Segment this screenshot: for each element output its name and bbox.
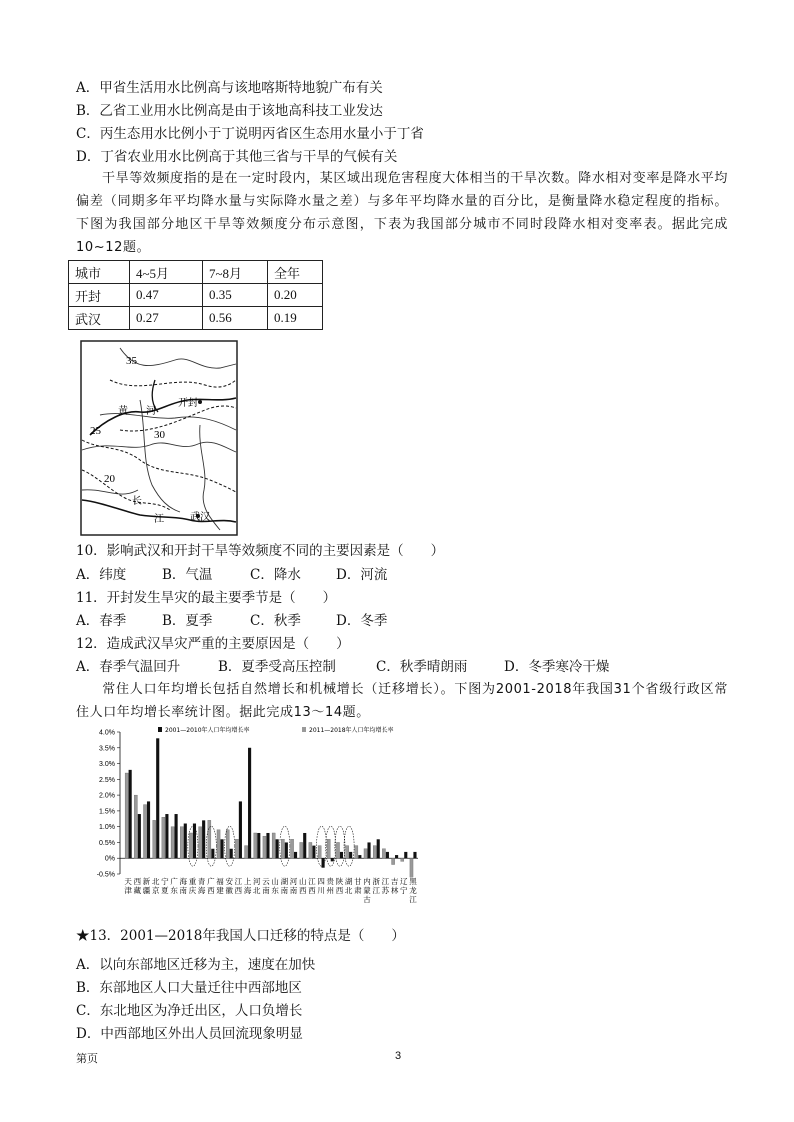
- intro-13-14-text: 常住人口年均增长包括自然增长和机械增长（迁移增长）。下图为2001-2018年我国31个省级行政区常住人口年均增长率统计图。据此完成13～14题。: [76, 682, 728, 720]
- q11-stem: 11．开封发生旱灾的最主要季节是（ ）: [76, 590, 337, 606]
- bar-2011-2018: [199, 827, 202, 859]
- bar-2001-2010: [377, 839, 380, 858]
- q11-option-c: C．秋季: [250, 613, 301, 629]
- q13-option-d: D．中西部地区外出人员回流现象明显: [76, 1026, 303, 1042]
- footer-page-number: 3: [395, 1050, 402, 1062]
- bar-2001-2010: [340, 852, 343, 858]
- bar-2001-2010: [257, 833, 260, 858]
- table-cell: 开封: [69, 284, 130, 307]
- bar-2011-2018: [401, 858, 404, 861]
- y-tick-label: 1.0%: [99, 824, 115, 832]
- x-tick-label: 湖北: [344, 877, 353, 895]
- map-label-kaifeng: 开封: [178, 398, 198, 409]
- bar-2001-2010: [129, 770, 132, 858]
- bar-2011-2018: [410, 858, 413, 877]
- x-tick-label: 山东: [271, 877, 279, 895]
- bar-2001-2010: [367, 842, 370, 858]
- bar-2011-2018: [208, 820, 211, 858]
- table-header: 4~5月: [130, 261, 203, 284]
- q9-option-c: C．丙生态用水比例小于丁说明丙省区生态用水量小于丁省: [76, 126, 424, 142]
- q13-option-c: C．东北地区为净迁出区，人口负增长: [76, 1003, 303, 1019]
- intro-13-14: [76, 678, 728, 724]
- bar-2011-2018: [281, 839, 284, 858]
- y-tick-label: 0%: [104, 855, 115, 863]
- q13-option-a: A．以向东部地区迁移为主，速度在加快: [76, 957, 316, 973]
- bar-2011-2018: [318, 846, 321, 859]
- population-growth-chart: [76, 724, 426, 914]
- table-cell: 0.27: [130, 307, 203, 330]
- x-tick-label: 上海: [243, 877, 252, 895]
- x-tick-label: 福建: [216, 877, 224, 895]
- x-tick-label: 广西: [207, 877, 215, 895]
- x-tick-label: 广东: [170, 877, 178, 895]
- bar-2011-2018: [125, 773, 128, 858]
- bar-2001-2010: [294, 852, 297, 858]
- table-cell: 0.20: [268, 284, 323, 307]
- x-tick-label: 青海: [197, 877, 206, 895]
- legend-label-2001-2010: 2001—2010年人口年均增长率: [165, 727, 250, 734]
- table-header: 全年: [268, 261, 323, 284]
- y-tick-label: 2.5%: [99, 776, 115, 784]
- bar-2011-2018: [382, 849, 385, 858]
- x-tick-label: 陕西: [335, 877, 344, 895]
- x-tick-label: 西藏: [133, 877, 142, 895]
- bar-2011-2018: [290, 839, 293, 858]
- x-tick-label: 四川: [317, 877, 325, 895]
- bar-2011-2018: [226, 830, 229, 858]
- bar-2011-2018: [373, 846, 376, 859]
- x-tick-label: 云南: [262, 877, 270, 895]
- q12-option-d: D．冬季寒冷干燥: [504, 659, 610, 675]
- bar-2011-2018: [180, 827, 183, 859]
- x-tick-label: 内蒙古: [363, 877, 371, 904]
- q12-options: [76, 658, 609, 676]
- bar-2011-2018: [392, 858, 395, 864]
- bar-2011-2018: [153, 820, 156, 858]
- q13-option-b: B．东部地区人口大量迁往中西部地区: [76, 980, 302, 996]
- map-label-chang: 长: [132, 496, 142, 507]
- x-tick-label: 浙江: [372, 877, 380, 895]
- x-tick-label: 山西: [298, 877, 307, 895]
- bar-2001-2010: [202, 820, 205, 858]
- table-row: [69, 284, 323, 307]
- bar-2011-2018: [245, 846, 248, 859]
- table-cell: 武汉: [69, 307, 130, 330]
- table-header: 7~8月: [203, 261, 268, 284]
- bar-2011-2018: [217, 830, 220, 858]
- isoline-label-25: 25: [90, 425, 101, 437]
- bar-2001-2010: [331, 858, 334, 861]
- bar-2001-2010: [413, 852, 416, 858]
- bar-2011-2018: [336, 842, 339, 858]
- x-tick-label: 江西: [308, 877, 316, 895]
- y-tick-label: 4.0%: [99, 729, 115, 737]
- x-tick-label: 海南: [179, 877, 188, 895]
- bar-2011-2018: [346, 846, 349, 859]
- bar-2001-2010: [211, 849, 214, 858]
- bar-2001-2010: [230, 849, 233, 858]
- q10-options: [76, 566, 387, 584]
- x-tick-label: 贵州: [326, 877, 335, 895]
- drought-frequency-map: [80, 340, 238, 536]
- bar-2001-2010: [303, 833, 306, 858]
- bar-2011-2018: [355, 846, 358, 859]
- table-cell: 0.19: [268, 307, 323, 330]
- table-row: [69, 307, 323, 330]
- map-label-jiang: 江: [154, 514, 164, 525]
- isoline-label-30: 30: [154, 429, 165, 441]
- q10-option-c: C．降水: [250, 567, 301, 583]
- q11-option-a: A．春季: [76, 613, 127, 629]
- x-tick-label: 黑龙江: [409, 877, 417, 904]
- x-tick-label: 重庆: [188, 877, 197, 895]
- table-cell: 0.47: [130, 284, 203, 307]
- precipitation-variability-table: [68, 260, 323, 330]
- q10-option-d: D．河流: [336, 567, 388, 583]
- q12-option-c: C．秋季晴朗雨: [376, 659, 468, 675]
- q11-option-b: B．夏季: [162, 613, 213, 629]
- x-tick-label: 湖南: [280, 877, 289, 895]
- x-tick-label: 甘肃: [354, 877, 362, 895]
- x-tick-label: 天津: [124, 877, 132, 895]
- bar-2011-2018: [134, 795, 137, 858]
- isoline-label-20: 20: [104, 473, 115, 485]
- bar-2001-2010: [184, 824, 187, 859]
- q12-stem: 12．造成武汉旱灾严重的主要原因是（ ）: [76, 636, 350, 652]
- bar-2011-2018: [254, 833, 257, 858]
- map-label-wuhan: 武汉: [190, 512, 210, 523]
- x-tick-label: 辽宁: [400, 877, 408, 895]
- x-tick-label: 安徽: [225, 877, 233, 895]
- x-tick-label: 江西: [234, 877, 243, 895]
- intro-10-12-text: 干旱等效频度指的是在一定时段内，某区域出现危害程度大体相当的干旱次数。降水相对变率是降水平均偏差（同期多年平均降水量与实际降水量之差）与多年平均降水量的百分比，是衡量降水稳定程度的指标。下图为我国部分地区干旱等效频度分布示意图，下表为我国部分城市不同时段降水相对变率表。据此完成10~12题。: [76, 171, 728, 255]
- map-label-huang: 黄: [118, 406, 128, 417]
- q11-options: [76, 612, 387, 630]
- y-tick-label: 3.5%: [99, 745, 115, 753]
- bar-2011-2018: [171, 827, 174, 859]
- table-cell: 0.56: [203, 307, 268, 330]
- bar-2001-2010: [239, 801, 242, 858]
- legend-label-2011-2018: 2011—2018年人口年均增长率: [309, 727, 394, 734]
- bar-2011-2018: [235, 839, 238, 858]
- x-tick-label: 河南: [289, 877, 298, 895]
- q11-option-d: D．冬季: [336, 613, 388, 629]
- bar-2001-2010: [395, 855, 398, 858]
- bar-2001-2010: [266, 833, 269, 858]
- y-tick-label: 2.0%: [99, 792, 115, 800]
- bar-2011-2018: [309, 842, 312, 858]
- legend-swatch-2001-2010: [158, 727, 162, 732]
- bar-2001-2010: [147, 801, 150, 858]
- table-cell: 0.35: [203, 284, 268, 307]
- bar-2011-2018: [162, 817, 165, 858]
- bar-2001-2010: [312, 846, 315, 859]
- bar-2001-2010: [220, 839, 223, 858]
- bar-2011-2018: [263, 836, 266, 858]
- bar-2011-2018: [300, 842, 303, 858]
- bar-2011-2018: [143, 805, 146, 859]
- q9-option-d: D．丁省农业用水比例高于其他三省与干旱的气候有关: [76, 149, 398, 165]
- q10-stem: 10．影响武汉和开封干旱等效频度不同的主要因素是（ ）: [76, 543, 445, 559]
- bar-2011-2018: [327, 839, 330, 858]
- bar-2011-2018: [272, 833, 275, 858]
- bar-2001-2010: [358, 855, 361, 858]
- x-tick-label: 北京: [151, 877, 160, 895]
- bar-2001-2010: [285, 842, 288, 858]
- q9-option-a: A．甲省生活用水比例高与该地喀斯特地貌广布有关: [76, 80, 383, 96]
- bar-2001-2010: [138, 814, 141, 858]
- x-tick-label: 河北: [253, 877, 261, 895]
- kaifeng-marker: [198, 400, 202, 404]
- q12-option-a: A．春季气温回升: [76, 659, 181, 675]
- bar-2011-2018: [189, 833, 192, 858]
- y-tick-label: 3.0%: [99, 761, 115, 769]
- q9-option-b: B．乙省工业用水比例高是由于该地高科技工业发达: [76, 103, 383, 119]
- q10-option-a: A．纬度: [76, 567, 127, 583]
- x-tick-label: 江苏: [381, 877, 390, 895]
- footer-page-label: 第页: [76, 1052, 98, 1065]
- q13-stem: ★13．2001—2018年我国人口迁移的特点是（ ）: [76, 928, 405, 944]
- x-tick-label: 吉林: [390, 877, 399, 895]
- bar-2001-2010: [386, 852, 389, 858]
- bar-2001-2010: [404, 852, 407, 858]
- q10-option-b: B．气温: [162, 567, 213, 583]
- x-tick-label: 新疆: [142, 877, 151, 895]
- y-tick-label: -0.5%: [96, 871, 115, 879]
- y-tick-label: 0.5%: [99, 839, 115, 847]
- table-header-row: [69, 261, 323, 284]
- x-tick-label: 宁夏: [161, 877, 169, 895]
- intro-10-12: [76, 167, 728, 259]
- bar-2001-2010: [248, 748, 251, 858]
- table-header: 城市: [69, 261, 130, 284]
- bar-2011-2018: [364, 849, 367, 858]
- y-tick-label: 1.5%: [99, 808, 115, 816]
- bar-2001-2010: [349, 852, 352, 858]
- bar-2001-2010: [156, 738, 159, 858]
- map-label-he: 河: [146, 406, 156, 417]
- q12-option-b: B．夏季受高压控制: [218, 659, 336, 675]
- bar-2001-2010: [276, 839, 279, 858]
- bar-2001-2010: [165, 814, 168, 858]
- isoline-label-35: 35: [126, 355, 137, 367]
- legend-swatch-2011-2018: [302, 727, 306, 732]
- bar-2001-2010: [175, 814, 178, 858]
